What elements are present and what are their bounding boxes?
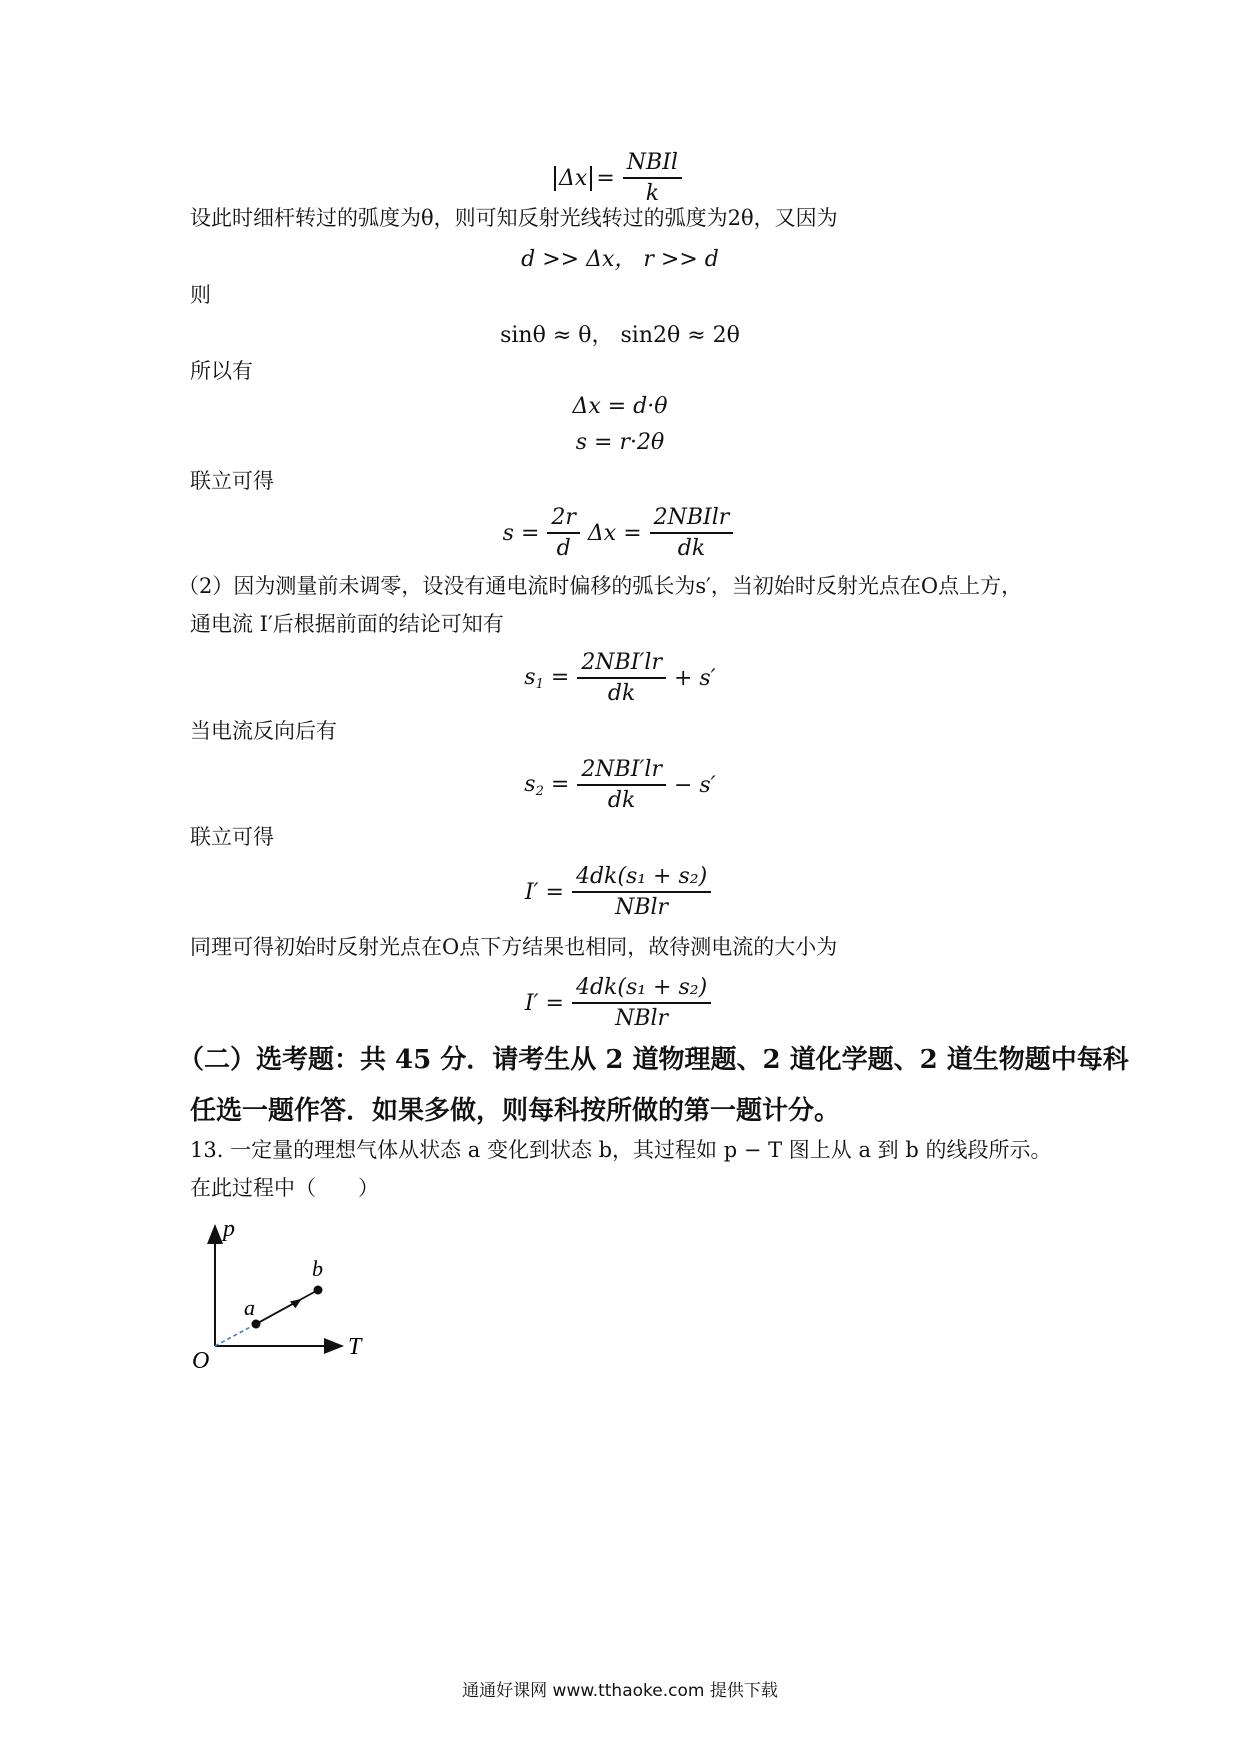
eq-s2-tail: − s′ xyxy=(673,772,716,798)
process-direction-arrow xyxy=(290,1299,303,1309)
eq-abs-num: NBIl xyxy=(623,150,682,179)
eq-sfull-f1-num: 2r xyxy=(547,505,580,534)
question-13-line-1: 13. 一定量的理想气体从状态 a 变化到状态 b，其过程如 p − T 图上从 a 到 b 的线段所示。 xyxy=(190,1138,1052,1162)
text-part2-a: （2）因为测量前未调零，设没有通电流时偏移的弧长为s′，当初始时反射光点在O点上方， xyxy=(178,574,1023,598)
p-t-diagram xyxy=(180,1218,420,1388)
point-b-marker xyxy=(314,1286,323,1295)
point-a-marker xyxy=(252,1320,261,1329)
eq-s2-sub: 2 xyxy=(535,783,544,799)
eq-sfull-f2-den: dk xyxy=(677,536,706,561)
equation-I-2 xyxy=(0,975,1240,1031)
process-line-tail xyxy=(256,1290,318,1324)
question-13-line-2: 在此过程中（ ） xyxy=(190,1176,379,1200)
p-axis-label: p xyxy=(223,1218,235,1242)
eq-sfull-f2-num: 2NBIlr xyxy=(650,505,734,534)
eq-s2-num: 2NBI′lr xyxy=(577,757,666,786)
eq-sfull-lhs: s = xyxy=(502,520,540,546)
eq-s1-den: dk xyxy=(607,681,636,706)
eq-sfull-f1-den: d xyxy=(556,536,571,561)
text-part2-b: 通电流 I′后根据前面的结论可知有 xyxy=(190,612,504,636)
eq-abs-lhs: Δx xyxy=(554,166,592,191)
equation-dx: Δx = d·θ xyxy=(572,394,668,419)
eq-s1-lhs: s xyxy=(524,664,536,690)
section-heading-line-2: 任选一题作答．如果多做，则每科按所做的第一题计分。 xyxy=(190,1096,841,1126)
eq-s2-lhs: s xyxy=(524,771,536,797)
page-footer: 通通好课网 www.tthaoke.com 提供下载 xyxy=(462,1681,778,1701)
text-fanxiang: 当电流反向后有 xyxy=(190,719,337,743)
eq-I-lhs: I′ = xyxy=(524,879,564,905)
equation-sin: sinθ ≈ θ， sin2θ ≈ 2θ xyxy=(500,323,740,348)
text-tongli: 同理可得初始时反射光点在O点下方结果也相同，故待测电流的大小为 xyxy=(190,935,838,959)
eq-I2-den: NBlr xyxy=(615,1006,669,1031)
eq-I-den: NBlr xyxy=(615,895,669,920)
equation-abs-dx: Δx = $\frac{\text{NBIl}}{k}$ xyxy=(0,150,1240,206)
origin-label: O xyxy=(192,1348,210,1374)
eq-s1-sub: 1 xyxy=(535,676,544,692)
eq-I2-num: 4dk(s₁ + s₂) xyxy=(572,975,711,1004)
eq-s2-den: dk xyxy=(607,788,636,813)
text-ze: 则 xyxy=(190,283,211,307)
eq-s1-tail: + s′ xyxy=(673,665,716,691)
eq-I-num: 4dk(s₁ + s₂) xyxy=(572,864,711,893)
eq-sfull-mid: Δx = xyxy=(587,520,642,546)
text-suoyi: 所以有 xyxy=(190,359,253,383)
text-line-1: 设此时细杆转过的弧度为θ，则可知反射光线转过的弧度为2θ，又因为 xyxy=(190,206,838,230)
equation-condition: d >> Δx， r >> d xyxy=(521,247,719,272)
extrapolation-dashed-line xyxy=(215,1324,256,1346)
equation-s1: $s_1$ = $\frac{\text{2NBI′lr}}{dk}$ + s′ xyxy=(524,650,716,706)
equation-s2: $s_2$ = $\frac{\text{2NBI′lr}}{dk}$ − s′ xyxy=(524,757,716,813)
eq-abs-den: k xyxy=(645,181,660,206)
text-lianli-2: 联立可得 xyxy=(190,825,274,849)
t-axis-label: T xyxy=(348,1334,362,1360)
text-lianli-1: 联立可得 xyxy=(190,469,274,493)
eq-I2-lhs: I′ = xyxy=(524,990,564,1016)
equation-s-full xyxy=(0,505,1240,561)
point-b-label: b xyxy=(312,1256,323,1281)
equation-I xyxy=(0,864,1240,920)
equation-s: s = r·2θ xyxy=(575,430,665,455)
point-a-label: a xyxy=(244,1295,255,1320)
eq-s1-num: 2NBI′lr xyxy=(577,650,666,679)
section-heading-line-1: （二）选考题：共 45 分．请考生从 2 道物理题、2 道化学题、2 道生物题中每科 xyxy=(178,1045,1129,1075)
